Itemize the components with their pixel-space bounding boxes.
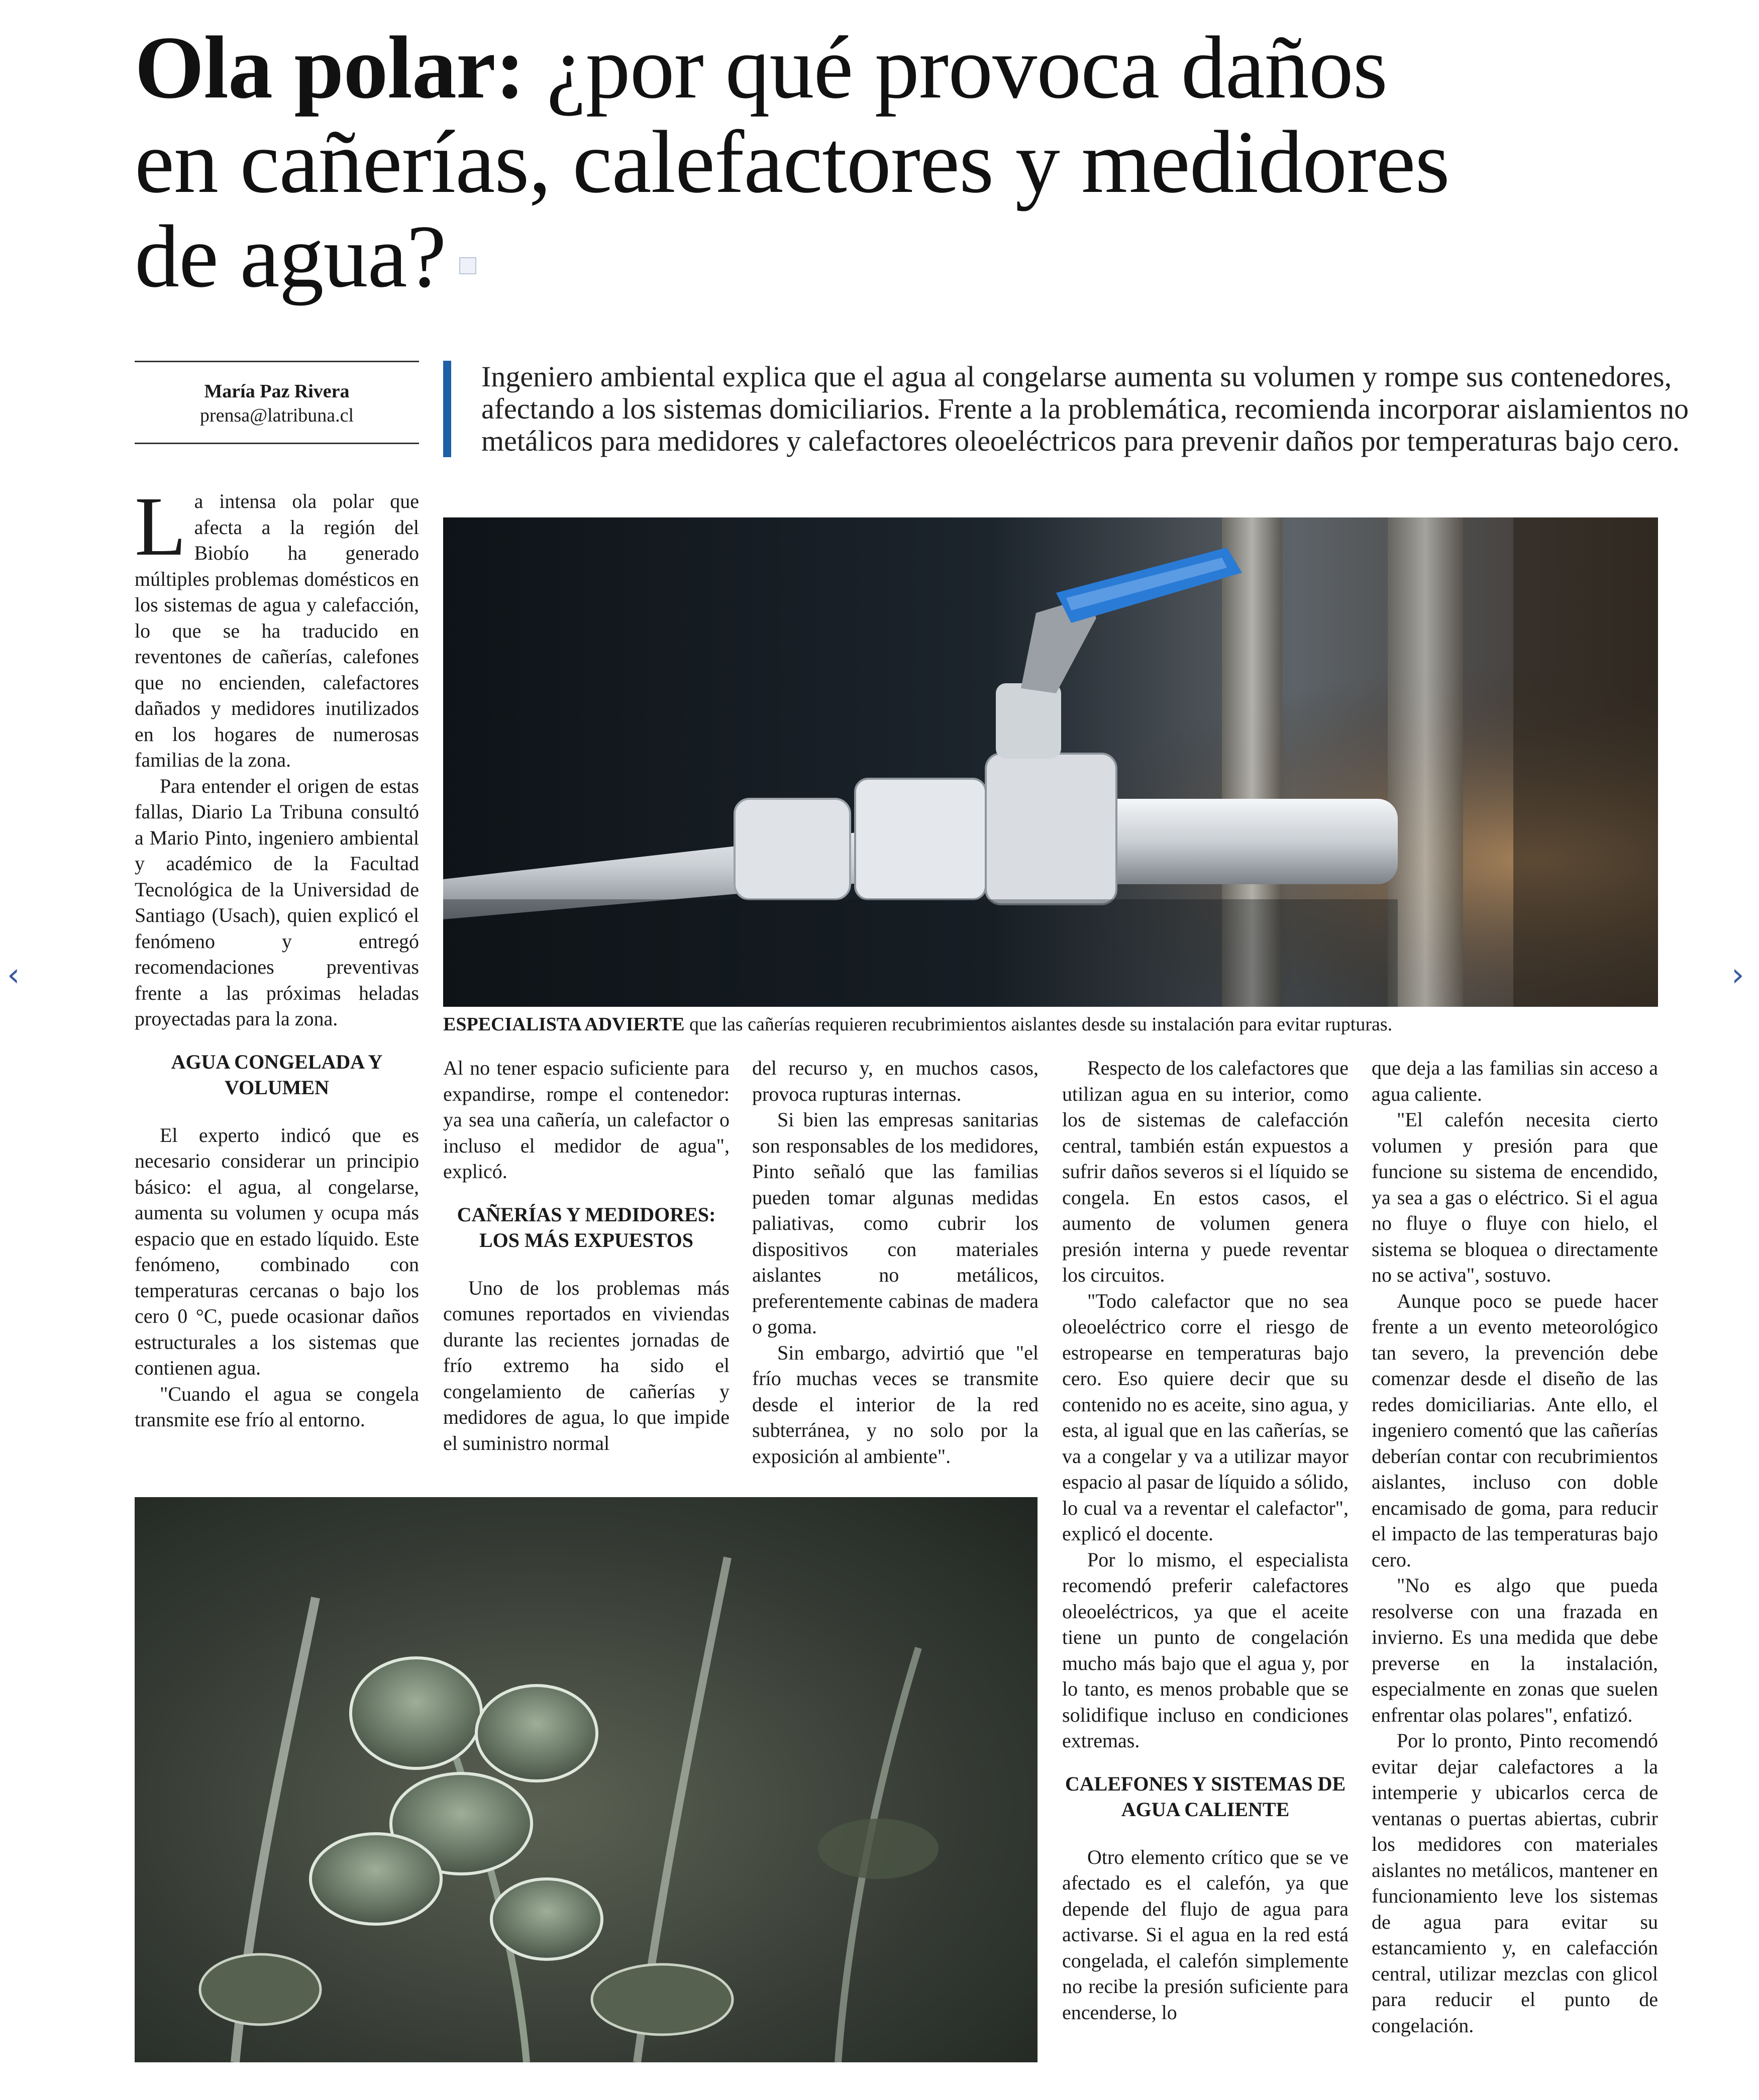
frosted-plants-photo — [135, 1497, 1038, 2062]
article-column-1 — [135, 480, 419, 1433]
article-paragraph: Si bien las empresas sanitarias son responsables de los medidores, Pinto señaló que las familias pueden tomar algunas medidas paliativas, como cubrir los dispositivos con materiales aislantes no metálicos, preferentemente cabinas de madera o goma. — [752, 1108, 1039, 1338]
article-paragraph: Por lo pronto, Pinto recomendó evitar dejar calefactores a la intemperie y ubicarlos cerca de ventanas o puertas abiertas, cubrir los medidores con materiales aislantes no metálicos, mantener en funcionamiento leve los sistemas de agua para evitar su estancamiento y, en calefacción central, utilizar mezclas con glicol para reducir el punto de congelación. — [1372, 1729, 1658, 2037]
photo-caption — [443, 1012, 1658, 1037]
caption-text: que las cañerías requieren recubrimientos aislantes desde su instalación para evitar rupturas. — [684, 1014, 1393, 1035]
article-column-4 — [1062, 1055, 1349, 2025]
article-paragraph: Al no tener espacio suficiente para expandirse, rompe el contenedor: ya sea una cañería, un calefactor o incluso el medidor de agua", explicó. — [443, 1057, 730, 1183]
author-name: María Paz Rivera — [204, 381, 350, 402]
article-column-2 — [443, 1055, 730, 1456]
frozen-valve-photo — [443, 517, 1658, 1007]
article-paragraph: Sin embargo, advirtió que "el frío muchas veces se transmite desde el interior de la red subterránea, y no solo por la exposición al ambiente". — [752, 1341, 1039, 1467]
article-paragraph: Para entender el origen de estas fallas, Diario La Tribuna consultó a Mario Pinto, ingeniero ambiental y académico de la Facultad Tecnológica de la Universidad de Santiago (Usach), quien explicó el fenómeno y entregó recomendaciones preventivas frente a las próximas heladas proyectadas para la zona. — [135, 774, 419, 1030]
article-paragraph — [135, 480, 419, 773]
lead-paragraph: Ingeniero ambiental explica que el agua al congelarse aumenta su volumen y rompe sus contenedores, afectando a los sistemas domiciliarios. Frente a la problemática, recomienda incorporar aislamientos no metálicos para medidores y calefactores oleoeléctricos para prevenir daños por temperaturas bajo cero. — [443, 361, 1697, 457]
article-column-5 — [1372, 1055, 1658, 2038]
article-column-3 — [752, 1055, 1039, 1469]
drop-cap: L — [135, 480, 186, 573]
article-paragraph: del recurso y, en muchos casos, provoca rupturas internas. — [752, 1057, 1039, 1105]
section-heading: CALEFONES Y SISTEMAS DE AGUA CALIENTE — [1065, 1772, 1346, 1821]
next-page-chevron-right-icon[interactable]: › — [1731, 957, 1744, 994]
article-paragraph: Respecto de los calefactores que utilizan agua en su interior, como los de sistemas de calefacción central, también están expuestos a sufrir daños severos si el líquido se congela. En estos casos, el aumento de volumen genera presión interna y puede reventar los circuitos. — [1062, 1057, 1349, 1286]
headline-line1: ¿por qué provoca daños — [546, 18, 1387, 117]
author-email: prensa@latribuna.cl — [199, 405, 354, 426]
headline-bold: Ola polar: — [135, 18, 525, 117]
article-paragraph: Aunque poco se puede hacer frente a un evento meteorológico tan severo, la prevención debe comenzar desde el diseño de las redes domiciliarias. Ante ello, el ingeniero comentó que las cañerías deberían contar con recubrimientos aislantes, incluso con doble encamisado de goma, para reducir el impacto de las temperaturas bajo cero. — [1372, 1289, 1658, 1571]
comment-marker-icon[interactable] — [459, 257, 476, 274]
section-heading: AGUA CONGELADA Y VOLUMEN — [171, 1050, 383, 1099]
article-paragraph: Por lo mismo, el especialista recomendó preferir calefactores oleoeléctricos, ya que el aceite tiene un punto de congelación mucho más bajo que el agua y, por lo tanto, es menos probable que se solidifique incluso en condiciones extremas. — [1062, 1548, 1349, 1752]
headline — [135, 18, 1667, 306]
headline-line3: de agua? — [135, 206, 446, 306]
article-paragraph: El experto indicó que es necesario considerar un principio básico: el agua, al congelarse, aumenta su volumen y ocupa más espacio que en estado líquido. Este fenómeno, combinado con temperaturas cercanas o bajo los cero 0 °C, puede ocasionar daños estructurales a los sistemas que contienen agua. — [135, 1123, 419, 1379]
article-paragraph: "No es algo que pueda resolverse con una frazada en invierno. Es una medida que debe preverse en la instalación, especialmente en zonas que suelen enfrentar olas polares", enfatizó. — [1372, 1574, 1658, 1726]
section-heading: CAÑERÍAS Y MEDIDORES: LOS MÁS EXPUESTOS — [457, 1203, 716, 1251]
caption-lead: ESPECIALISTA ADVIERTE — [443, 1014, 685, 1035]
article-paragraph: Otro elemento crítico que se ve afectado es el calefón, ya que depende del flujo de agua para activarse. Si el agua en la red está congelada, el calefón simplemente no recibe la presión suficiente para encenderse, lo — [1062, 1845, 1349, 2024]
article-paragraph: "Todo calefactor que no sea oleoeléctrico corre el riesgo de estropearse en temperaturas bajo cero. Eso quiere decir que su contenido no es aceite, sino agua, y esta, al igual que en las cañerías, se va a congelar y va a utilizar mayor espacio al pasar de líquido a sólido, lo cual va a reventar el calefactor", explicó el docente. — [1062, 1289, 1349, 1545]
article-paragraph: "El calefón necesita cierto volumen y presión para que funcione su sistema de encendido, ya sea a gas o eléctrico. Si el agua no fluye o fluye con hielo, el sistema se bloquea o directamente no se activa", sostuvo. — [1372, 1108, 1658, 1286]
byline — [135, 361, 419, 444]
article-paragraph: Uno de los problemas más comunes reportados en viviendas durante las recientes jornadas de frío extremo ha sido el congelamiento de cañerías y medidores de agua, lo que impide el suministro normal — [443, 1276, 730, 1454]
article-paragraph: que deja a las familias sin acceso a agua caliente. — [1372, 1057, 1658, 1105]
headline-line2: en cañerías, calefactores y medidores — [135, 112, 1450, 212]
article-text: a intensa ola polar que afecta a la región del Biobío ha generado múltiples problemas domésticos en los sistemas de agua y calefacción, lo que se ha traducido en reventones de cañerías, calefones que no encienden, calefactores dañados y medidores inutilizados en los hogares de numerosas familias de la zona. — [135, 490, 419, 771]
previous-page-chevron-left-icon[interactable]: ‹ — [7, 957, 20, 994]
article-paragraph: "Cuando el agua se congela transmite ese frío al entorno. — [135, 1382, 419, 1431]
